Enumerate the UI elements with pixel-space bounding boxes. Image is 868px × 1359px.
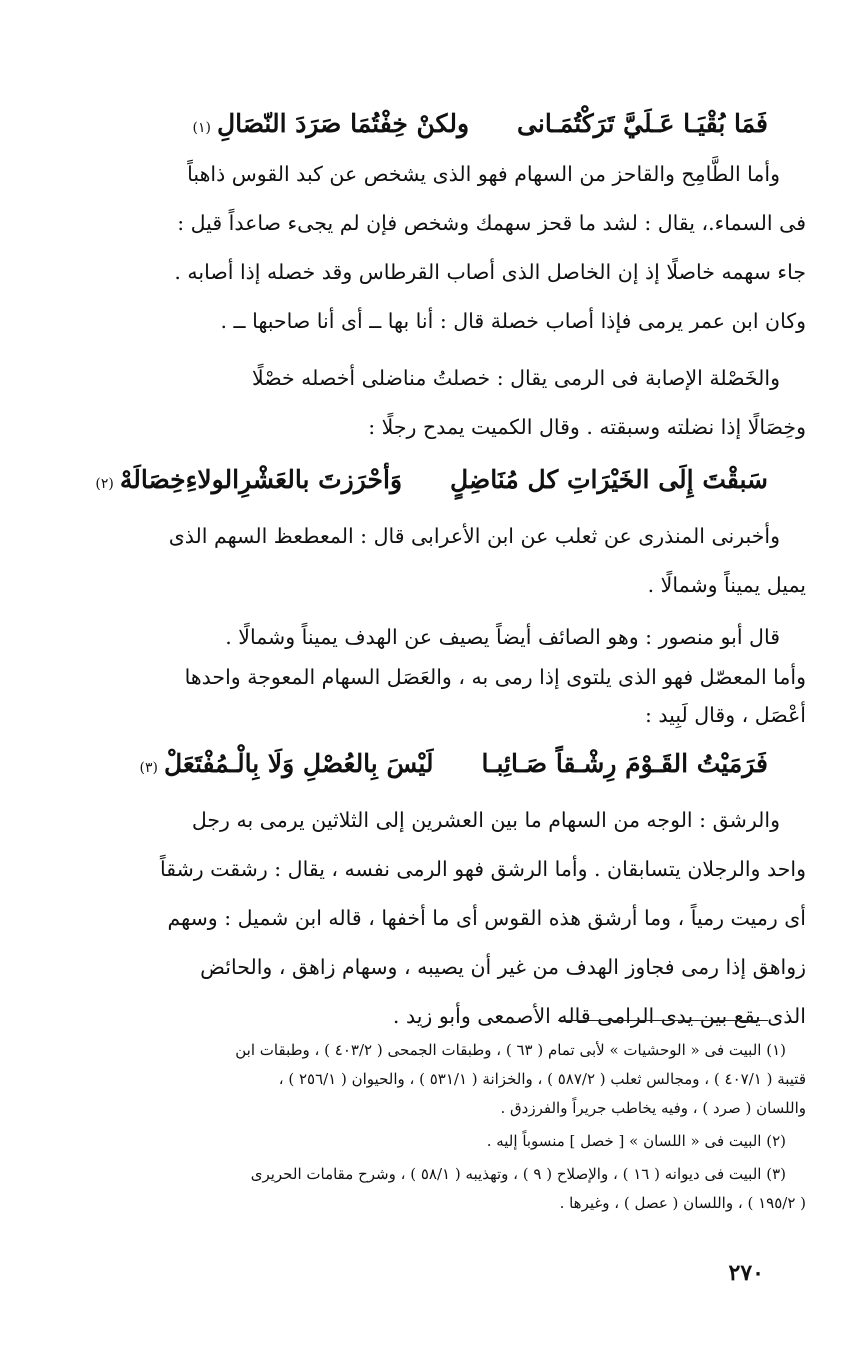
footnote-1-line: قتيبة ( ٤٠٧/١ ) ، ومجالس ثعلب ( ٥٨٧/٢ ) ، والخزانة ( ٥٣١/١ ) ، والحيوان ( ٢٥٦/١ ) ، xyxy=(278,1070,806,1088)
footnote-1-line: واللسان ( صرد ) ، وفيه يخاطب جريراً والفرزدق . xyxy=(500,1099,806,1117)
verse-3-first-hemistich: فَرَمَيْتُ القَـوْمَ رِشْـقاً صَـائِبـا xyxy=(481,749,768,778)
footnote-3-line: ( ١٩٥/٢ ) ، واللسان ( عصل ) ، وغيرها . xyxy=(559,1194,806,1212)
verse-2-second-hemistich: وَأحْرَزتَ بالعَشْرِالولاءِخِصَالَهْ xyxy=(119,465,403,494)
paragraph-1-line: وأما الطَّامِح والقاحز من السهام فهو الذى يشخص عن كبد القوس ذاهباً xyxy=(187,162,780,186)
verse-1-first-hemistich: فَمَا بُقْيَـا عَـلَيَّ تَرَكْتُمَـانى xyxy=(517,109,768,138)
paragraph-2 xyxy=(86,354,806,452)
paragraph-6-line: والرشق : الوجه من السهام ما بين العشرين إلى الثلاثين يرمى به رجل xyxy=(191,808,780,832)
footnote-1-line: (١) البيت فى « الوحشيات » لأبى تمام ( ٦٣ ) ، وطبقات الجمحى ( ٤٠٣/٢ ) ، وطبقات ابن xyxy=(235,1041,786,1059)
paragraph-3-line: وأخبرنى المنذرى عن ثعلب عن ابن الأعرابى قال : المعطعظ السهم الذى xyxy=(168,524,780,548)
paragraph-1-line: جاء سهمه خاصلًا إذ إن الخاصل الذى أصاب القرطاس وقد خصله إذا أصابه . xyxy=(174,260,806,284)
paragraph-1 xyxy=(86,150,806,346)
paragraph-1-line: فى السماء.، يقال : لشد ما قحز سهمك وشخص فإن لم يجىء صاعداً قيل : xyxy=(177,211,806,235)
paragraph-5-line: أعْصَل ، وقال لَبِيد : xyxy=(644,703,806,727)
paragraph-6-line: الذى يقع بين يدى الرامى قاله الأصمعى وأبو زيد . xyxy=(392,1004,806,1028)
verse-3-footnote-ref: (٣) xyxy=(139,760,158,776)
paragraph-6-line: زواهق إذا رمى فجاوز الهدف من غير أن يصيبه ، وسهام زاهق ، والحائض xyxy=(200,955,806,979)
verse-2 xyxy=(86,452,806,508)
main-text xyxy=(86,96,806,1041)
footnote-3 xyxy=(61,1160,806,1218)
paragraph-4 xyxy=(86,616,806,658)
verse-1-second-hemistich: ولكنْ خِفْتُمَا صَرَدَ النّصَالِ xyxy=(216,109,470,138)
paragraph-6-line: واحد والرجلان يتسابقان . وأما الرشق فهو الرمى نفسه ، يقال : رشقت رشقاً xyxy=(159,857,806,881)
footnote-3-line: (٣) البيت فى ديوانه ( ١٦ ) ، والإصلاح ( ٩ ) ، وتهذيبه ( ٥٨/١ ) ، وشرح مقامات الحريرى xyxy=(250,1165,786,1183)
paragraph-6-line: أى رميت رمياً ، وما أرشق هذه القوس أى ما أخفها ، قاله ابن شميل : وسهم xyxy=(167,906,806,930)
page-number: ٢٧٠ xyxy=(728,1260,764,1286)
verse-2-first-hemistich: سَبقْتَ إِلَى الخَيْرَاتِ كل مُنَاضِلٍ xyxy=(450,465,768,494)
paragraph-2-line: والخَصْلة الإصابة فى الرمى يقال : خصلتُ مناضلى أخصله خصْلًا xyxy=(251,366,780,390)
paragraph-2-line: وخِصَالًا إذا نضلته وسبقته . وقال الكميت يمدح رجلًا : xyxy=(368,415,806,439)
paragraph-5 xyxy=(86,658,806,734)
verse-1-footnote-ref: (١) xyxy=(192,120,211,136)
footnote-2-line: (٢) البيت فى « اللسان » [ خصل ] منسوباً إليه . xyxy=(486,1132,786,1150)
paragraph-3-line: يميل يميناً وشمالًا . xyxy=(647,573,806,597)
verse-2-footnote-ref: (٢) xyxy=(95,476,114,492)
footnote-2 xyxy=(61,1127,806,1156)
paragraph-1-line: وكان ابن عمر يرمى فإذا أصاب خصلة قال : أنا بها ــ أى أنا صاحبها ــ . xyxy=(220,309,806,333)
verse-1 xyxy=(86,96,806,152)
footnotes xyxy=(61,1036,806,1222)
footnote-1 xyxy=(61,1036,806,1123)
paragraph-4-line: قال أبو منصور : وهو الصائف أيضاً يصيف عن الهدف يميناً وشمالًا . xyxy=(225,625,780,649)
paragraph-6 xyxy=(86,796,806,1041)
verse-3-second-hemistich: لَيْسَ بِالعُصْلِ وَلَا بِالْـمُفْتَعَلْ xyxy=(164,749,434,778)
footnote-separator xyxy=(558,1020,768,1021)
verse-3 xyxy=(86,736,806,792)
paragraph-5-line: وأما المعصّل فهو الذى يلتوى إذا رمى به ، والعَصَل السهام المعوجة واحدها xyxy=(184,665,806,689)
paragraph-3 xyxy=(86,512,806,610)
